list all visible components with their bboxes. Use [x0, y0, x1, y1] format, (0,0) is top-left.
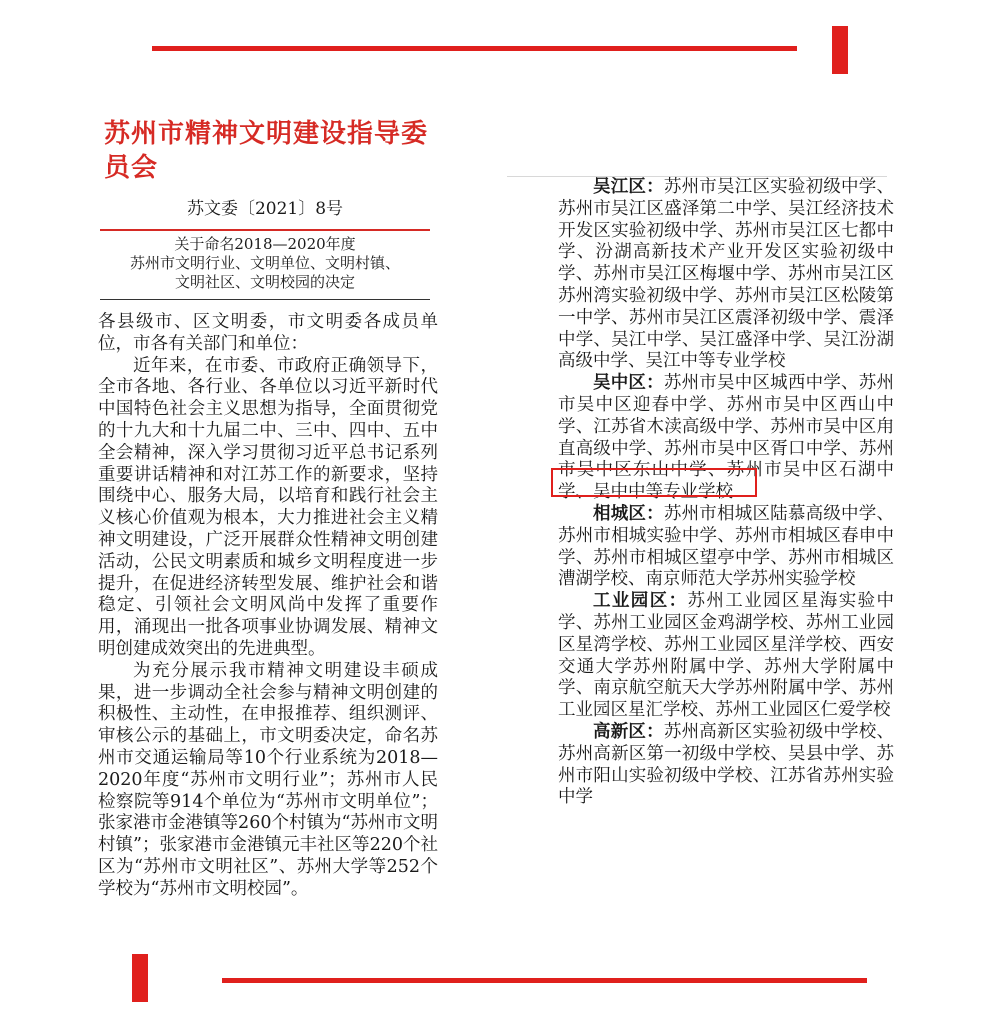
top-red-block: [832, 26, 848, 74]
district-schools: 苏州市吴中区城西中学、苏州市吴中区迎春中学、苏州市吴中区西山中学、江苏省木渎高级中学、苏州市吴中区甪直高级中学、苏州市吴中区胥口中学、: [558, 373, 894, 459]
top-red-rule: [152, 46, 797, 51]
district-label: 吴中区：: [593, 373, 664, 394]
left-column-body: [98, 312, 438, 901]
district-schools: 苏州市吴中区石湖中学、吴中中等专业学校: [558, 460, 895, 503]
district-schools: 苏州市相城区陆慕高级中学、苏州市相城实验中学、苏州市相城区春申中学、苏州市相城区望亭中学、苏州市相城区漕湖学校、南京师范大学苏州实验学校: [558, 503, 894, 590]
title-line: 苏州市文明行业、文明单位、文明村镇、: [129, 254, 400, 272]
bottom-red-block: [132, 954, 148, 1002]
highlighted-school: 苏州市吴中区东山中学、: [558, 438, 895, 481]
title-line: 关于命名2018—2020年度: [174, 235, 356, 253]
district-label: 工业园区：: [593, 591, 688, 612]
district-industrial-park: [558, 591, 894, 722]
district-wuzhong: [558, 373, 894, 504]
district-schools: 苏州工业园区星海实验中学、苏州工业园区金鸡湖学校、苏州工业园区星湾学校、苏州工业园区星洋学校、西安交通大学苏州附属中学、苏州大学附属中学、南京航空航天大学苏州附属中学、苏州工业园区星汇学校、苏州工业园区仁爱学校: [558, 591, 894, 721]
issuer-name: 苏州市精神文明建设指导委员会: [104, 119, 429, 183]
header-red-divider: [100, 229, 430, 231]
district-wujiang: [558, 177, 894, 373]
document-number: 苏文委〔2021〕8号: [186, 199, 344, 219]
addressee: 各县级市、区文明委，市文明委各成员单位，市各有关部门和单位：: [98, 312, 438, 354]
bottom-red-rule: [222, 978, 867, 983]
district-schools: 苏州市吴江区实验初级中学、苏州市吴江区盛泽第二中学、吴江经济技术开发区实验初级中学、苏州市吴江区七都中学、汾湖高新技术产业开发区实验初级中学、苏州市吴江区梅堰中学、苏州市吴江区苏州湾实验初级中学、苏州市吴江区松陵第一中学、苏州市吴江区震泽初级中学、震泽中学、吴江中学、吴江盛泽中学、吴江汾湖高级中学、吴江中等专业学校: [558, 177, 894, 372]
body-paragraph: 近年来，在市委、市政府正确领导下，全市各地、各行业、各单位以习近平新时代中国特色社会主义思想为指导，全面贯彻党的十九大和十九届二中、三中、四中、五中全会精神，深入学习贯彻习近平总书记系列重要讲话精神和对江苏工作的新要求，坚持围绕中心、服务大局，以培育和践行社会主义核心价值观为根本，大力推进社会主义精神文明建设，广泛开展群众性精神文明创建活动，公民文明素质和城乡文明程度进一步提升，在促进经济转型发展、维护社会和谐稳定、引领社会文明风尚中发挥了重要作用，涌现出一批各项事业协调发展、精神文明创建成效突出的先进典型。: [98, 355, 438, 659]
district-label: 高新区：: [593, 721, 664, 742]
title-line: 文明社区、文明校园的决定: [174, 273, 355, 291]
district-schools: 苏州高新区实验初级中学校、苏州高新区第一初级中学校、吴县中学、苏州市阳山实验初级中学校、江苏省苏州实验中学: [558, 721, 894, 808]
district-high-tech: [558, 722, 894, 809]
right-column-school-list: [558, 177, 894, 809]
district-label: 相城区：: [593, 503, 664, 524]
body-paragraph: 为充分展示我市精神文明建设丰硕成果，进一步调动全社会参与精神文明创建的积极性、主动性，在申报推荐、组织测评、审核公示的基础上，市文明委决定，命名苏州市交通运输局等10个行业系统为2018—2020年度“苏州市文明行业”；苏州市人民检察院等914个单位为“苏州市文明单位”；张家港市金港镇等260个村镇为“苏州市文明村镇”；张家港市金港镇元丰社区等220个社区为“苏州市文明社区”、苏州大学等252个学校为“苏州市文明校园”。: [98, 660, 438, 899]
document-title: [100, 235, 430, 292]
district-xiangcheng: [558, 504, 894, 591]
district-label: 吴江区：: [593, 177, 664, 197]
title-divider: [100, 299, 430, 300]
